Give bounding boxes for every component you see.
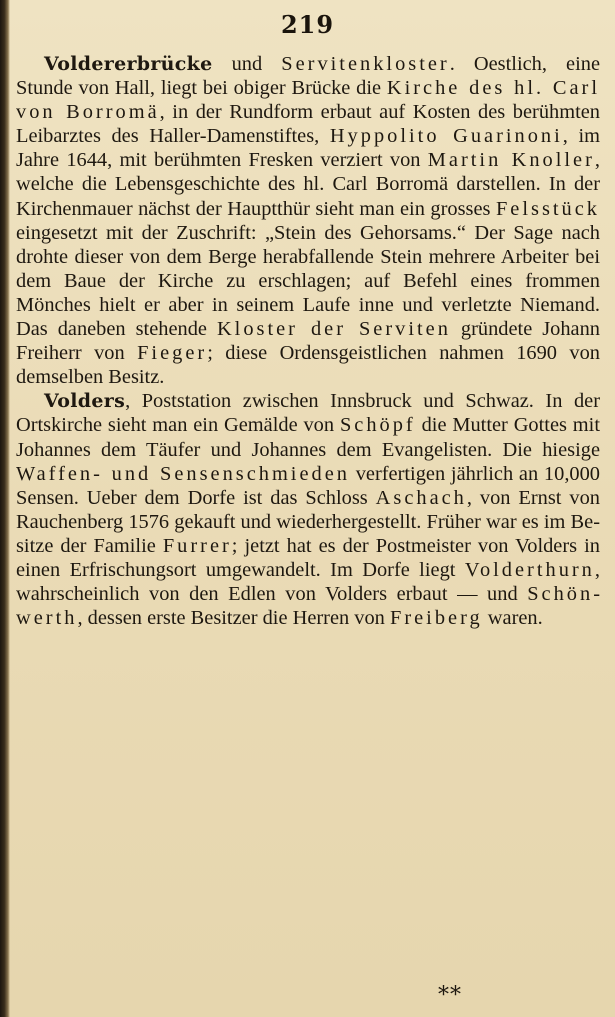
page-body	[16, 52, 600, 630]
spaced-name: Hyppolito Guarinoni	[329, 125, 563, 148]
spaced-name: Volderthurn	[464, 558, 595, 581]
spaced-name: Martin Knoller	[427, 149, 595, 172]
spaced-name: Waffen- und Sensenschmieden	[16, 462, 350, 485]
text-run: verfertigen jährlich an 10,000 Sensen. Ueber dem Dorfe ist das Schloss	[16, 462, 600, 509]
end-ornament: **	[438, 983, 462, 1008]
entry-text	[16, 53, 600, 388]
page-binding-edge	[0, 0, 10, 1017]
text-run: , im Jahre 1644, mit berühmten Fresken verziert von	[16, 125, 600, 172]
spaced-name: Aschach	[375, 486, 467, 509]
text-run: , in der Rundform erbaut auf Kosten des berühmten Leibarztes des Haller-Damenstiftes,	[16, 101, 600, 148]
text-run: ; diese Ordensgeistlichen nahmen 1690 von demselben Besitz.	[16, 342, 600, 389]
spaced-name: Felsstück	[495, 197, 600, 220]
text-run: , wahrscheinlich von den Edlen von Volders erbaut — und	[16, 558, 600, 606]
text-run: die Mutter Gottes mit Johannes dem Täufer und Johannes dem Evangelisten. Die hiesige	[16, 414, 600, 461]
entry-text	[16, 390, 600, 629]
spaced-name: Freiberg	[389, 607, 483, 630]
spaced-name: Kloster der Serviten	[216, 318, 451, 341]
text-run: waren.	[482, 607, 543, 630]
text-run: , Poststation zwischen Innsbruck und Schwaz. In der Ortskirche sieht man ein Gemälde von	[16, 390, 600, 437]
entry-heading: Voldererbrücke	[44, 53, 213, 75]
text-run: eingesetzt mit der Zuschrift: „Stein des Gehorsams.“ Der Sage nach drohte dieser von dem Berge herabfallende Stein mehrere Arbeiter bei dem Baue der Kirche zu erschlagen; auf Befehl eines frommen Mönches hielt er aber in seinem Laufe inne und verletzte Niemand. Das daneben stehende	[16, 221, 600, 341]
spaced-name: Fieger	[137, 342, 208, 365]
text-run: gründete Johann Freiherr von	[16, 318, 600, 365]
text-run: , von Ernst von Rauchenberg 1576 gekauft und wiederhergestellt. Früher war es im Besitze der Familie	[16, 486, 601, 557]
text-run: . Oestlich, eine Stunde von Hall, liegt bei obiger Brücke die	[16, 53, 600, 100]
spaced-name: Furrer	[162, 534, 232, 557]
text-run: und	[212, 53, 282, 75]
entry-heading: Volders	[44, 390, 126, 413]
spaced-name: Servitenkloster	[281, 53, 450, 75]
spaced-name: Schöpf	[339, 414, 416, 437]
text-run: , welche die Lebensgeschichte des hl. Carl Borromä darstellen. In der Kirchenmauer nächst der Hauptthür sieht man ein grosses	[16, 149, 600, 220]
entry-volders	[16, 389, 600, 630]
spaced-name: Schönwerth	[16, 583, 600, 630]
entry-voldererbruecke	[16, 52, 600, 389]
spaced-name: Kirche des hl. Carl von Borromä	[16, 77, 600, 124]
page-number: 219	[280, 10, 335, 39]
text-run: , dessen erste Besitzer die Herren von	[77, 607, 390, 630]
text-run: ; jetzt hat es der Postmeister von Volders in einen Erfrischungsort umgewandelt. Im Dorfe liegt	[16, 534, 600, 581]
